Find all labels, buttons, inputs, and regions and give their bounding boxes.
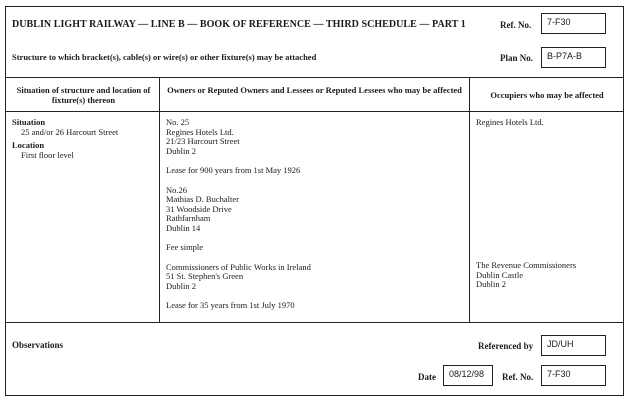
owner-line: 51 St. Stephen's Green bbox=[166, 271, 244, 281]
owner-line: 31 Woodside Drive bbox=[166, 203, 232, 214]
form-subtitle: Structure to which bracket(s), cable(s) or wire(s) or other fixture(s) may be attached bbox=[12, 52, 317, 62]
occupier-second bbox=[476, 261, 576, 290]
owner-line: Commissioners of Public Works in Ireland bbox=[166, 261, 311, 272]
owner-line: Dublin 2 bbox=[166, 280, 196, 291]
date-box: 08/12/98 bbox=[443, 365, 493, 386]
occupier-line: Dublin Castle bbox=[476, 269, 523, 280]
situation-cell bbox=[12, 118, 118, 160]
situation-label: Situation bbox=[12, 117, 46, 127]
column-header-occupiers: Occupiers who may be affected bbox=[490, 90, 604, 100]
owner-line: No. 25 bbox=[166, 117, 190, 127]
plan-no-box: B-P7A-B bbox=[541, 47, 606, 68]
ref-no-box: 7-F30 bbox=[541, 13, 606, 34]
occupier-line: Dublin 2 bbox=[476, 279, 506, 289]
column-divider-2 bbox=[469, 77, 470, 322]
owner-line: Mathias D. Buchalter bbox=[166, 194, 239, 204]
owner-line: Regines Hotels Ltd. bbox=[166, 126, 234, 137]
referenced-by-label: Referenced by bbox=[478, 341, 534, 351]
occupier-line: The Revenue Commissioners bbox=[476, 260, 577, 270]
footer-ref-no-label: Ref. No. bbox=[502, 372, 534, 382]
owner-line: Rathfarnham bbox=[166, 213, 211, 223]
column-header-situation: Situation of structure and location of fixture(s) thereon bbox=[16, 85, 151, 105]
table-bottom-rule bbox=[6, 322, 623, 323]
location-value: First floor level bbox=[21, 149, 74, 160]
owners-cell bbox=[166, 118, 311, 311]
footer-ref-no-box: 7-F30 bbox=[541, 365, 606, 386]
owner-line: 21/23 Harcourt Street bbox=[166, 136, 240, 146]
lease-term: Lease for 35 years from 1st July 1970 bbox=[166, 300, 295, 310]
date-label: Date bbox=[418, 372, 436, 382]
ref-no-label: Ref. No. bbox=[500, 20, 532, 30]
location-label: Location bbox=[12, 140, 45, 150]
form-title: DUBLIN LIGHT RAILWAY — LINE B — BOOK OF REFERENCE — THIRD SCHEDULE — PART 1 bbox=[12, 19, 466, 30]
plan-no-label: Plan No. bbox=[500, 53, 534, 63]
owner-line: No.26 bbox=[166, 184, 188, 195]
column-header-owners: Owners or Reputed Owners and Lessees or Reputed Lessees who may be affected bbox=[167, 85, 462, 95]
table-top-rule bbox=[6, 77, 623, 78]
referenced-by-box: JD/UH bbox=[541, 335, 606, 356]
observations-label: Observations bbox=[12, 340, 64, 350]
owner-line: Dublin 2 bbox=[166, 145, 196, 156]
owner-line: Dublin 14 bbox=[166, 222, 201, 233]
lease-term: Lease for 900 years from 1st May 1926 bbox=[166, 165, 301, 175]
occupier-line: Regines Hotels Ltd. bbox=[476, 117, 544, 127]
column-divider-1 bbox=[159, 77, 160, 322]
book-of-reference-form bbox=[5, 6, 624, 396]
situation-value: 25 and/or 26 Harcourt Street bbox=[21, 126, 119, 137]
column-header-rule bbox=[6, 111, 623, 112]
occupier-first bbox=[476, 118, 544, 128]
tenure: Fee simple bbox=[166, 242, 204, 252]
